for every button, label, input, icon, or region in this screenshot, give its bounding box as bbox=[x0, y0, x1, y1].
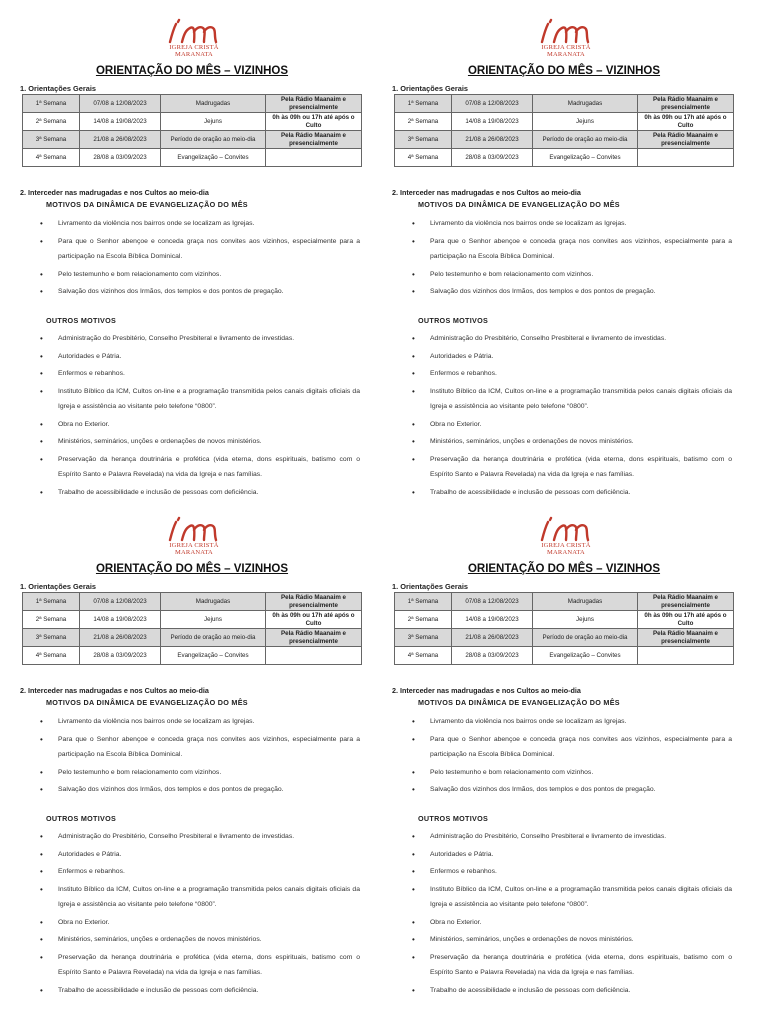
list-item: • Para que o Senhor abençoe e conceda graça nos convites aos vizinhos, especialmente para a participação na Escola Bíblica Dominical. bbox=[24, 732, 360, 763]
note-cell bbox=[638, 647, 734, 665]
section-2-title: 2. Interceder nas madrugadas e nos Cultos ao meio-dia bbox=[392, 188, 581, 197]
list-item: • Trabalho de acessibilidade e inclusão de pessoas com deficiência. bbox=[396, 485, 732, 501]
dates-cell: 21/08 a 26/08/2023 bbox=[452, 629, 533, 647]
outros-title: OUTROS MOTIVOS bbox=[46, 316, 117, 325]
motivos-list bbox=[396, 216, 732, 302]
list-item: • Pelo testemunho e bom relacionamento com vizinhos. bbox=[24, 267, 360, 283]
activity-cell: Madrugadas bbox=[161, 95, 266, 113]
dates-cell: 07/08 a 12/08/2023 bbox=[452, 593, 533, 611]
page-title: ORIENTAÇÃO DO MÊS – VIZINHOS bbox=[467, 563, 661, 575]
outros-list bbox=[396, 829, 732, 1000]
dates-cell: 14/08 a 19/08/2023 bbox=[80, 113, 161, 131]
list-item: • Trabalho de acessibilidade e inclusão de pessoas com deficiência. bbox=[24, 485, 360, 501]
week-cell: 3ª Semana bbox=[395, 629, 452, 647]
section-1-title: 1. Orientações Gerais bbox=[392, 582, 468, 591]
list-item: • Salvação dos vizinhos dos Irmãos, dos templos e dos pontos de pregação. bbox=[396, 782, 732, 798]
list-item: • Trabalho de acessibilidade e inclusão de pessoas com deficiência. bbox=[24, 983, 360, 999]
list-item: • Livramento da violência nos bairros onde se localizam as Igrejas. bbox=[396, 216, 732, 232]
week-cell: 2ª Semana bbox=[23, 113, 80, 131]
list-item: • Para que o Senhor abençoe e conceda graça nos convites aos vizinhos, especialmente para a participação na Escola Bíblica Dominical. bbox=[24, 234, 360, 265]
dates-cell: 21/08 a 26/08/2023 bbox=[80, 629, 161, 647]
table-row bbox=[395, 95, 734, 113]
list-item: • Pelo testemunho e bom relacionamento com vizinhos. bbox=[24, 765, 360, 781]
motivos-title: MOTIVOS DA DINÂMICA DE EVANGELIZAÇÃO DO MÊS bbox=[46, 200, 248, 209]
week-cell: 4ª Semana bbox=[395, 149, 452, 167]
week-cell: 2ª Semana bbox=[395, 611, 452, 629]
outros-list bbox=[396, 331, 732, 502]
table-row bbox=[395, 149, 734, 167]
list-item: • Autoridades e Pátria. bbox=[396, 847, 732, 863]
list-item: • Pelo testemunho e bom relacionamento com vizinhos. bbox=[396, 267, 732, 283]
week-cell: 2ª Semana bbox=[395, 113, 452, 131]
motivos-list bbox=[396, 714, 732, 800]
list-item: • Preservação da herança doutrinária e profética (vida eterna, dons espirituais, batismo com o Espírito Santo e Palavra Revelada) na vida da Igreja e nas famílias. bbox=[24, 950, 360, 981]
icm-logo bbox=[154, 514, 234, 558]
list-item: • Autoridades e Pátria. bbox=[396, 349, 732, 365]
activity-cell: Evangelização – Convites bbox=[161, 647, 266, 665]
page-title: ORIENTAÇÃO DO MÊS – VIZINHOS bbox=[95, 563, 289, 575]
dates-cell: 28/08 a 03/09/2023 bbox=[80, 647, 161, 665]
activity-cell: Período de oração ao meio-dia bbox=[161, 629, 266, 647]
activity-cell: Jejuns bbox=[161, 113, 266, 131]
week-cell: 3ª Semana bbox=[395, 131, 452, 149]
table-row bbox=[23, 149, 362, 167]
activity-cell: Madrugadas bbox=[533, 593, 638, 611]
section-1-title: 1. Orientações Gerais bbox=[392, 84, 468, 93]
section-2-title: 2. Interceder nas madrugadas e nos Cultos ao meio-dia bbox=[392, 686, 581, 695]
icm-logo bbox=[154, 16, 234, 60]
list-item: • Ministérios, seminários, unções e ordenações de novos ministérios. bbox=[24, 434, 360, 450]
table-row bbox=[23, 131, 362, 149]
activity-cell: Evangelização – Convites bbox=[161, 149, 266, 167]
week-cell: 4ª Semana bbox=[23, 647, 80, 665]
list-item: • Ministérios, seminários, unções e ordenações de novos ministérios. bbox=[24, 932, 360, 948]
table-row bbox=[395, 131, 734, 149]
dates-cell: 07/08 a 12/08/2023 bbox=[452, 95, 533, 113]
list-item: • Instituto Bíblico da ICM, Cultos on-line e a programação transmitida pelos canais digitais oficiais da Igreja e assistência ao visitante pelo telefone “0800”. bbox=[396, 384, 732, 415]
table-row bbox=[395, 593, 734, 611]
motivos-list bbox=[24, 216, 360, 302]
note-cell: Pela Rádio Maanaim e presencialmente bbox=[638, 629, 734, 647]
logo-text: IGREJA CRISTÃ MARANATA bbox=[541, 542, 591, 556]
list-item: • Administração do Presbitério, Conselho Presbiteral e livramento de investidas. bbox=[396, 829, 732, 845]
section-1-title: 1. Orientações Gerais bbox=[20, 84, 96, 93]
note-cell: Pela Rádio Maanaim e presencialmente bbox=[638, 95, 734, 113]
icm-logo-mark-icon bbox=[164, 16, 224, 46]
week-cell: 4ª Semana bbox=[395, 647, 452, 665]
list-item: • Livramento da violência nos bairros onde se localizam as Igrejas. bbox=[24, 714, 360, 730]
note-cell bbox=[266, 647, 362, 665]
logo-text: IGREJA CRISTÃ MARANATA bbox=[169, 44, 219, 58]
week-cell: 3ª Semana bbox=[23, 629, 80, 647]
list-item: • Administração do Presbitério, Conselho Presbiteral e livramento de investidas. bbox=[24, 331, 360, 347]
flyer-bottom-right bbox=[386, 508, 742, 1008]
outros-title: OUTROS MOTIVOS bbox=[418, 316, 489, 325]
activity-cell: Madrugadas bbox=[161, 593, 266, 611]
table-row bbox=[23, 629, 362, 647]
table-row bbox=[23, 113, 362, 131]
table-row bbox=[395, 647, 734, 665]
motivos-list bbox=[24, 714, 360, 800]
dates-cell: 07/08 a 12/08/2023 bbox=[80, 593, 161, 611]
activity-cell: Jejuns bbox=[533, 113, 638, 131]
list-item: • Para que o Senhor abençoe e conceda graça nos convites aos vizinhos, especialmente para a participação na Escola Bíblica Dominical. bbox=[396, 234, 732, 265]
dates-cell: 28/08 a 03/09/2023 bbox=[452, 647, 533, 665]
dates-cell: 21/08 a 26/08/2023 bbox=[80, 131, 161, 149]
list-item: • Pelo testemunho e bom relacionamento com vizinhos. bbox=[396, 765, 732, 781]
activity-cell: Período de oração ao meio-dia bbox=[533, 629, 638, 647]
list-item: • Autoridades e Pátria. bbox=[24, 349, 360, 365]
dates-cell: 14/08 a 19/08/2023 bbox=[452, 113, 533, 131]
activity-cell: Evangelização – Convites bbox=[533, 647, 638, 665]
list-item: • Obra no Exterior. bbox=[24, 417, 360, 433]
table-row bbox=[23, 647, 362, 665]
logo-text: IGREJA CRISTÃ MARANATA bbox=[169, 542, 219, 556]
list-item: • Enfermos e rebanhos. bbox=[24, 366, 360, 382]
note-cell bbox=[266, 149, 362, 167]
note-cell: Pela Rádio Maanaim e presencialmente bbox=[266, 593, 362, 611]
list-item: • Enfermos e rebanhos. bbox=[24, 864, 360, 880]
section-2-title: 2. Interceder nas madrugadas e nos Cultos ao meio-dia bbox=[20, 188, 209, 197]
list-item: • Administração do Presbitério, Conselho Presbiteral e livramento de investidas. bbox=[24, 829, 360, 845]
dates-cell: 21/08 a 26/08/2023 bbox=[452, 131, 533, 149]
dates-cell: 28/08 a 03/09/2023 bbox=[452, 149, 533, 167]
week-cell: 2ª Semana bbox=[23, 611, 80, 629]
list-item: • Para que o Senhor abençoe e conceda graça nos convites aos vizinhos, especialmente para a participação na Escola Bíblica Dominical. bbox=[396, 732, 732, 763]
section-2-title: 2. Interceder nas madrugadas e nos Cultos ao meio-dia bbox=[20, 686, 209, 695]
list-item: • Trabalho de acessibilidade e inclusão de pessoas com deficiência. bbox=[396, 983, 732, 999]
schedule-table bbox=[22, 592, 362, 665]
dates-cell: 28/08 a 03/09/2023 bbox=[80, 149, 161, 167]
table-row bbox=[23, 593, 362, 611]
activity-cell: Madrugadas bbox=[533, 95, 638, 113]
schedule-table bbox=[394, 592, 734, 665]
note-cell: 0h às 09h ou 17h até após o Culto bbox=[266, 113, 362, 131]
outros-title: OUTROS MOTIVOS bbox=[418, 814, 489, 823]
list-item: • Preservação da herança doutrinária e profética (vida eterna, dons espirituais, batismo com o Espírito Santo e Palavra Revelada) na vida da Igreja e nas famílias. bbox=[24, 452, 360, 483]
note-cell: Pela Rádio Maanaim e presencialmente bbox=[266, 95, 362, 113]
note-cell: Pela Rádio Maanaim e presencialmente bbox=[266, 131, 362, 149]
list-item: • Instituto Bíblico da ICM, Cultos on-line e a programação transmitida pelos canais digitais oficiais da Igreja e assistência ao visitante pelo telefone “0800”. bbox=[396, 882, 732, 913]
dates-cell: 07/08 a 12/08/2023 bbox=[80, 95, 161, 113]
logo-text: IGREJA CRISTÃ MARANATA bbox=[541, 44, 591, 58]
list-item: • Obra no Exterior. bbox=[396, 915, 732, 931]
outros-title: OUTROS MOTIVOS bbox=[46, 814, 117, 823]
flyer-top-left bbox=[14, 10, 370, 510]
note-cell: Pela Rádio Maanaim e presencialmente bbox=[266, 629, 362, 647]
table-row bbox=[23, 611, 362, 629]
week-cell: 1ª Semana bbox=[395, 593, 452, 611]
page-title: ORIENTAÇÃO DO MÊS – VIZINHOS bbox=[467, 65, 661, 77]
list-item: • Salvação dos vizinhos dos Irmãos, dos templos e dos pontos de pregação. bbox=[24, 782, 360, 798]
week-cell: 1ª Semana bbox=[23, 95, 80, 113]
list-item: • Salvação dos vizinhos dos Irmãos, dos templos e dos pontos de pregação. bbox=[396, 284, 732, 300]
table-row bbox=[395, 113, 734, 131]
note-cell: 0h às 09h ou 17h até após o Culto bbox=[638, 611, 734, 629]
list-item: • Enfermos e rebanhos. bbox=[396, 864, 732, 880]
activity-cell: Jejuns bbox=[533, 611, 638, 629]
icm-logo bbox=[526, 514, 606, 558]
page-title: ORIENTAÇÃO DO MÊS – VIZINHOS bbox=[95, 65, 289, 77]
motivos-title: MOTIVOS DA DINÂMICA DE EVANGELIZAÇÃO DO MÊS bbox=[418, 200, 620, 209]
list-item: • Livramento da violência nos bairros onde se localizam as Igrejas. bbox=[24, 216, 360, 232]
table-row bbox=[23, 95, 362, 113]
icm-logo-mark-icon bbox=[164, 514, 224, 544]
list-item: • Preservação da herança doutrinária e profética (vida eterna, dons espirituais, batismo com o Espírito Santo e Palavra Revelada) na vida da Igreja e nas famílias. bbox=[396, 950, 732, 981]
activity-cell: Evangelização – Convites bbox=[533, 149, 638, 167]
activity-cell: Jejuns bbox=[161, 611, 266, 629]
list-item: • Administração do Presbitério, Conselho Presbiteral e livramento de investidas. bbox=[396, 331, 732, 347]
flyer-bottom-left bbox=[14, 508, 370, 1008]
week-cell: 4ª Semana bbox=[23, 149, 80, 167]
dates-cell: 14/08 a 19/08/2023 bbox=[452, 611, 533, 629]
motivos-title: MOTIVOS DA DINÂMICA DE EVANGELIZAÇÃO DO MÊS bbox=[418, 698, 620, 707]
note-cell: Pela Rádio Maanaim e presencialmente bbox=[638, 593, 734, 611]
flyer-top-right bbox=[386, 10, 742, 510]
outros-list bbox=[24, 829, 360, 1000]
list-item: • Enfermos e rebanhos. bbox=[396, 366, 732, 382]
note-cell: Pela Rádio Maanaim e presencialmente bbox=[638, 131, 734, 149]
section-1-title: 1. Orientações Gerais bbox=[20, 582, 96, 591]
activity-cell: Período de oração ao meio-dia bbox=[533, 131, 638, 149]
outros-list bbox=[24, 331, 360, 502]
list-item: • Preservação da herança doutrinária e profética (vida eterna, dons espirituais, batismo com o Espírito Santo e Palavra Revelada) na vida da Igreja e nas famílias. bbox=[396, 452, 732, 483]
icm-logo bbox=[526, 16, 606, 60]
list-item: • Salvação dos vizinhos dos Irmãos, dos templos e dos pontos de pregação. bbox=[24, 284, 360, 300]
icm-logo-mark-icon bbox=[536, 514, 596, 544]
schedule-table bbox=[22, 94, 362, 167]
list-item: • Livramento da violência nos bairros onde se localizam as Igrejas. bbox=[396, 714, 732, 730]
week-cell: 1ª Semana bbox=[23, 593, 80, 611]
week-cell: 1ª Semana bbox=[395, 95, 452, 113]
activity-cell: Período de oração ao meio-dia bbox=[161, 131, 266, 149]
table-row bbox=[395, 611, 734, 629]
list-item: • Instituto Bíblico da ICM, Cultos on-line e a programação transmitida pelos canais digitais oficiais da Igreja e assistência ao visitante pelo telefone “0800”. bbox=[24, 882, 360, 913]
list-item: • Obra no Exterior. bbox=[24, 915, 360, 931]
list-item: • Instituto Bíblico da ICM, Cultos on-line e a programação transmitida pelos canais digitais oficiais da Igreja e assistência ao visitante pelo telefone “0800”. bbox=[24, 384, 360, 415]
week-cell: 3ª Semana bbox=[23, 131, 80, 149]
note-cell bbox=[638, 149, 734, 167]
table-row bbox=[395, 629, 734, 647]
note-cell: 0h às 09h ou 17h até após o Culto bbox=[266, 611, 362, 629]
schedule-table bbox=[394, 94, 734, 167]
note-cell: 0h às 09h ou 17h até após o Culto bbox=[638, 113, 734, 131]
icm-logo-mark-icon bbox=[536, 16, 596, 46]
list-item: • Ministérios, seminários, unções e ordenações de novos ministérios. bbox=[396, 434, 732, 450]
motivos-title: MOTIVOS DA DINÂMICA DE EVANGELIZAÇÃO DO MÊS bbox=[46, 698, 248, 707]
list-item: • Ministérios, seminários, unções e ordenações de novos ministérios. bbox=[396, 932, 732, 948]
list-item: • Autoridades e Pátria. bbox=[24, 847, 360, 863]
list-item: • Obra no Exterior. bbox=[396, 417, 732, 433]
dates-cell: 14/08 a 19/08/2023 bbox=[80, 611, 161, 629]
